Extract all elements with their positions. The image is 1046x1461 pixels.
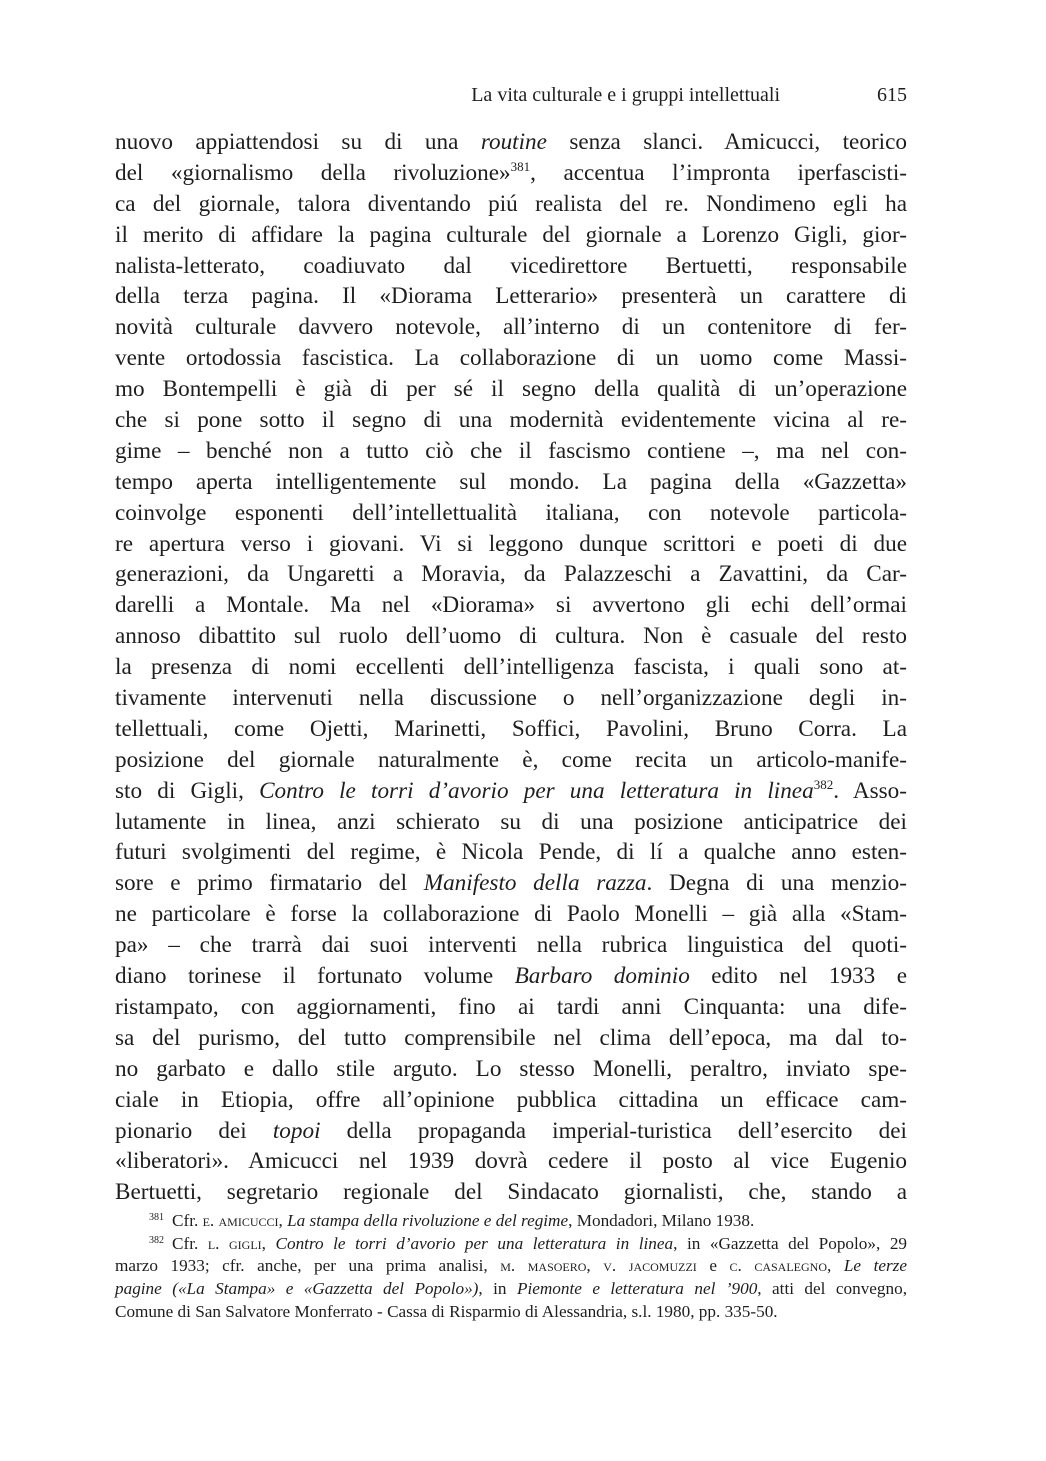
footnote-reference: 382 — [813, 776, 834, 792]
italic-text: Contro le torri d’avorio per una letteratura in linea — [259, 777, 814, 804]
author-name: m. masoero — [500, 1256, 587, 1276]
author-name: c. casalegno — [729, 1256, 828, 1276]
italic-text: Manifesto della razza — [423, 870, 647, 897]
text-line: ca del giornale, talora diventando piú realista del re. Nondimeno egli ha — [115, 190, 907, 217]
italic-text: pagine («La Stampa» e «Gazzetta del Popolo») — [115, 1279, 479, 1299]
page-number: 615 — [877, 84, 907, 106]
text-line: sore e primo firmatario del Manifesto della razza. Degna di una menzio- — [115, 870, 907, 897]
text-line: che si pone sotto il segno di una modernità evidentemente vicina al re- — [115, 407, 907, 434]
italic-text: topoi — [272, 1117, 321, 1144]
author-name: v. jacomuzzi — [603, 1256, 697, 1276]
main-text — [115, 127, 907, 1208]
text-line: pa» – che trarrà dai suoi interventi nella rubrica linguistica del quoti- — [115, 932, 907, 959]
text-line: tivamente intervenuti nella discussione o nell’organizzazione degli in- — [115, 685, 907, 712]
text-line: ristampato, con aggiornamenti, fino ai tardi anni Cinquanta: una dife- — [115, 993, 907, 1020]
author-name: e. amicucci — [202, 1211, 279, 1230]
footnote-line: pagine («La Stampa» e «Gazzetta del Popolo»), in Piemonte e letteratura nel ’900, atti del convegno, — [115, 1279, 907, 1299]
text-line: futuri svolgimenti del regime, è Nicola Pende, di lí a qualche anno esten- — [115, 839, 907, 866]
text-line: del «giornalismo della rivoluzione»$^{381}$, accentua l’impronta iperfascisti- — [115, 158, 908, 186]
text-line: vente ortodossia fascistica. La collaborazione di un uomo come Massi- — [115, 345, 907, 372]
text-line: generazioni, da Ungaretti a Moravia, da Palazzeschi a Zavattini, da Car- — [115, 561, 907, 588]
italic-text: Contro le torri d’avorio per una letteratura in linea — [275, 1233, 674, 1253]
text-line: annoso dibattito sul ruolo dell’uomo di cultura. Non è casuale del resto — [115, 623, 907, 650]
text-line: darelli a Montale. Ma nel «Diorama» si avvertono gli echi dell’ormai — [115, 592, 907, 619]
footnote-line: Comune di San Salvatore Monferrato - Cassa di Risparmio di Alessandria, s.l. 1980, pp. 335-50. — [115, 1301, 778, 1321]
text-line: tempo aperta intelligentemente sul mondo. La pagina della «Gazzetta» — [115, 468, 907, 495]
footnote-number: 382 — [149, 1234, 164, 1246]
text-line: tellettuali, come Ojetti, Marinetti, Soffici, Pavolini, Bruno Corra. La — [115, 715, 907, 742]
text-line: nuovo appiattendosi su di una routine senza slanci. Amicucci, teorico — [115, 129, 907, 155]
footnote-line: $^{382}$ Cfr. l. gigli, Contro le torri d’avorio per una letteratura in linea, in «Gazzetta del Popolo», 29 — [149, 1233, 908, 1253]
text-line: ne particolare è forse la collaborazione di Paolo Monelli – già alla «Stam- — [115, 901, 907, 928]
running-header — [115, 84, 907, 114]
running-title: La vita culturale e i gruppi intellettuali — [471, 84, 780, 106]
footnote-number: 381 — [149, 1212, 164, 1223]
text-line: no garbato e dallo stile arguto. Lo stesso Monelli, peraltro, inviato spe- — [115, 1055, 907, 1082]
italic-text: Piemonte e letteratura nel ’900 — [516, 1279, 758, 1299]
text-line: sa del purismo, del tutto comprensibile nel clima dell’epoca, ma dal to- — [115, 1024, 907, 1051]
text-line: ciale in Etiopia, offre all’opinione pubblica cittadina un efficace cam- — [115, 1086, 907, 1113]
text-line: Bertuetti, segretario regionale del Sindacato giornalisti, che, stando a — [115, 1179, 907, 1206]
text-line: novità culturale davvero notevole, all’interno di un contenitore di fer- — [115, 314, 907, 341]
footnote-reference: 381 — [510, 158, 531, 174]
text-line: lutamente in linea, anzi schierato su di una posizione anticipatrice dei — [115, 808, 907, 835]
text-line: pionario dei topoi della propaganda imperial-turistica dell’esercito dei — [115, 1117, 907, 1144]
text-line: gime – benché non a tutto ciò che il fascismo contiene –, ma nel con- — [115, 437, 907, 464]
footnote-line: marzo 1933; cfr. anche, per una prima analisi, m. masoero, v. jacomuzzi e c. casalegno, Le terze — [115, 1256, 907, 1276]
text-line: posizione del giornale naturalmente è, come recita un articolo-manife- — [115, 746, 907, 773]
italic-text: Le terze — [843, 1256, 907, 1276]
text-line: la presenza di nomi eccellenti dell’intelligenza fascista, i quali sono at- — [115, 654, 907, 681]
italic-text: Barbaro dominio — [514, 963, 690, 990]
text-line: coinvolge esponenti dell’intellettualità italiana, con notevole particola- — [115, 499, 907, 526]
text-line: diano torinese il fortunato volume Barbaro dominio edito nel 1933 e — [115, 963, 907, 990]
italic-text: routine — [480, 129, 547, 155]
footnote-line: $^{381}$ Cfr. e. amicucci, La stampa della rivoluzione e del regime, Mondadori, Milano 1938. — [149, 1211, 755, 1230]
text-line: nalista-letterato, coadiuvato dal vicedirettore Bertuetti, responsabile — [115, 252, 907, 279]
text-line: il merito di affidare la pagina culturale del giornale a Lorenzo Gigli, gior- — [115, 221, 907, 248]
text-line: sto di Gigli, Contro le torri d’avorio per una letteratura in linea$^{382}$. Asso- — [115, 776, 907, 804]
text-line: della terza pagina. Il «Diorama Letterario» presenterà un carattere di — [115, 283, 907, 310]
text-line: «liberatori». Amicucci nel 1939 dovrà cedere il posto al vice Eugenio — [115, 1148, 907, 1175]
text-line: mo Bontempelli è già di per sé il segno della qualità di un’operazione — [115, 376, 907, 403]
footnotes — [115, 1210, 907, 1323]
text-line: re apertura verso i giovani. Vi si leggono dunque scrittori e poeti di due — [115, 530, 907, 557]
italic-text: La stampa della rivoluzione e del regime — [287, 1211, 569, 1230]
author-name: l. gigli — [207, 1233, 262, 1253]
